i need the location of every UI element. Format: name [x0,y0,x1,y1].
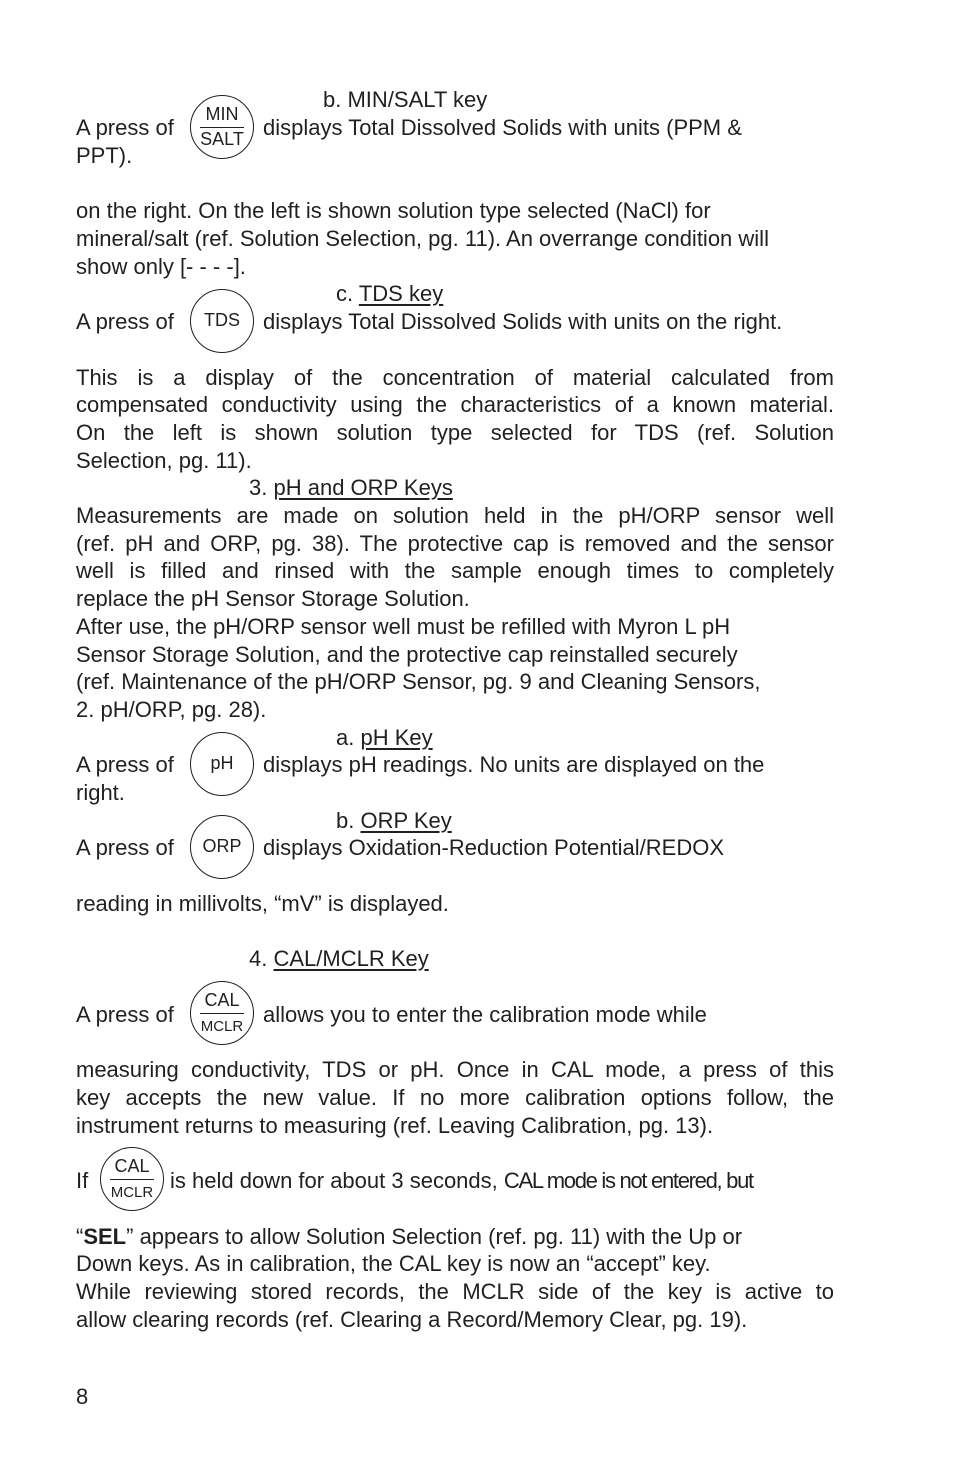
mclr-key-label: MCLR [200,1018,244,1035]
body-line: Down keys. As in calibration, the CAL key is now an “accept” key. [76,1251,711,1276]
body-line: 2. pH/ORP, pg. 28). [76,697,267,722]
section-heading-min-salt: b. MIN/SALT key [323,87,488,112]
press-text-suffix: allows you to enter the calibration mode while [263,1002,707,1027]
if-text-tail: , but [716,1168,753,1193]
heading-title: ORP Key [360,808,452,833]
press-text-prefix: A press of [76,835,174,860]
section-heading-ph [336,724,433,752]
body-line-justified: compensated conductivity using the characteristics of a known material. [76,392,834,417]
body-line: Sensor Storage Solution, and the protective cap reinstalled securely [76,642,738,667]
key-divider [110,1179,154,1180]
cal-mclr-key-icon [100,1147,164,1211]
heading-number: 4. [249,946,268,971]
body-line: on the right. On the left is shown solution type selected (NaCl) for [76,198,711,223]
heading-title: pH and ORP Keys [273,475,453,500]
press-text-prefix: A press of [76,752,174,777]
sel-line [76,1223,742,1251]
cal-mclr-key-icon [190,981,254,1045]
if-text-part: is held down for about 3 seconds, [170,1168,498,1193]
heading-title: CAL/MCLR Key [273,946,429,971]
press-text-suffix: displays Total Dissolved Solids with units (PPM & [263,115,742,140]
body-line: mineral/salt (ref. Solution Selection, pg. 11). An overrange condition will [76,226,769,251]
salt-key-label: SALT [200,129,244,149]
if-text-condensed: CAL mode is not entered [503,1168,717,1193]
if-text-prefix: If [76,1168,89,1193]
body-line: Selection, pg. 11). [76,448,252,473]
press-text-prefix: A press of [76,1002,174,1027]
body-line: show only [- - - -]. [76,254,246,279]
press-text-prefix: A press of [76,309,174,334]
key-divider [200,1013,244,1014]
ph-key-label: pH [210,753,234,773]
orp-key-icon [190,815,254,879]
body-line-justified: Measurements are made on solution held in the pH/ORP sensor well [76,503,834,528]
sel-keyword: SEL [83,1224,127,1249]
body-line: instrument returns to measuring (ref. Leaving Calibration, pg. 13). [76,1113,714,1138]
if-text-suffix [170,1167,753,1195]
heading-title: pH Key [360,725,433,750]
sel-rest: ” appears to allow Solution Selection (ref. pg. 11) with the Up or [126,1224,743,1249]
min-salt-key-icon [190,95,254,159]
press-text-line2: PPT). [76,143,133,168]
mclr-key-label: MCLR [110,1184,154,1201]
body-line-justified: This is a display of the concentration of material calculated from [76,365,834,390]
cal-key-label: CAL [204,990,240,1010]
body-line-justified: (ref. pH and ORP, pg. 38). The protective cap is removed and the sensor [76,531,834,556]
section-heading-tds [336,280,443,308]
body-line: After use, the pH/ORP sensor well must be refilled with Myron L pH [76,614,731,639]
press-text-suffix: displays Oxidation-Reduction Potential/REDOX [263,835,725,860]
section-heading-orp [336,807,452,835]
heading-number: 3. [249,475,268,500]
ph-key-icon [190,732,254,796]
body-line: (ref. Maintenance of the pH/ORP Sensor, pg. 9 and Cleaning Sensors, [76,669,761,694]
orp-key-label: ORP [202,836,242,856]
body-line-justified: well is filled and rinsed with the sample enough times to completely [76,558,834,583]
page-number: 8 [76,1384,89,1409]
min-key-label: MIN [205,104,239,124]
body-line: allow clearing records (ref. Clearing a Record/Memory Clear, pg. 19). [76,1307,748,1332]
section-heading-ph-orp [249,474,453,502]
body-line: reading in millivolts, “mV” is displayed. [76,891,449,916]
body-line-justified: key accepts the new value. If no more calibration options follow, the [76,1085,834,1110]
body-line: replace the pH Sensor Storage Solution. [76,586,470,611]
cal-key-label: CAL [114,1156,150,1176]
body-line-justified: While reviewing stored records, the MCLR side of the key is active to [76,1279,834,1304]
tds-key-label: TDS [204,310,240,330]
press-text-suffix: displays Total Dissolved Solids with units on the right. [263,309,783,334]
body-line-justified: On the left is shown solution type selected for TDS (ref. Solution [76,420,834,445]
heading-number: a. [336,725,355,750]
press-text-suffix: displays pH readings. No units are displayed on the [263,752,765,777]
tds-key-icon [190,289,254,353]
heading-number: c. [336,281,354,306]
sel-open-quote: “ [76,1224,84,1249]
section-heading-cal-mclr [249,945,429,973]
press-text-line2: right. [76,780,125,805]
body-line-justified: measuring conductivity, TDS or pH. Once in CAL mode, a press of this [76,1057,834,1082]
heading-title: TDS key [358,281,444,306]
press-text-prefix: A press of [76,115,174,140]
heading-number: b. [336,808,355,833]
